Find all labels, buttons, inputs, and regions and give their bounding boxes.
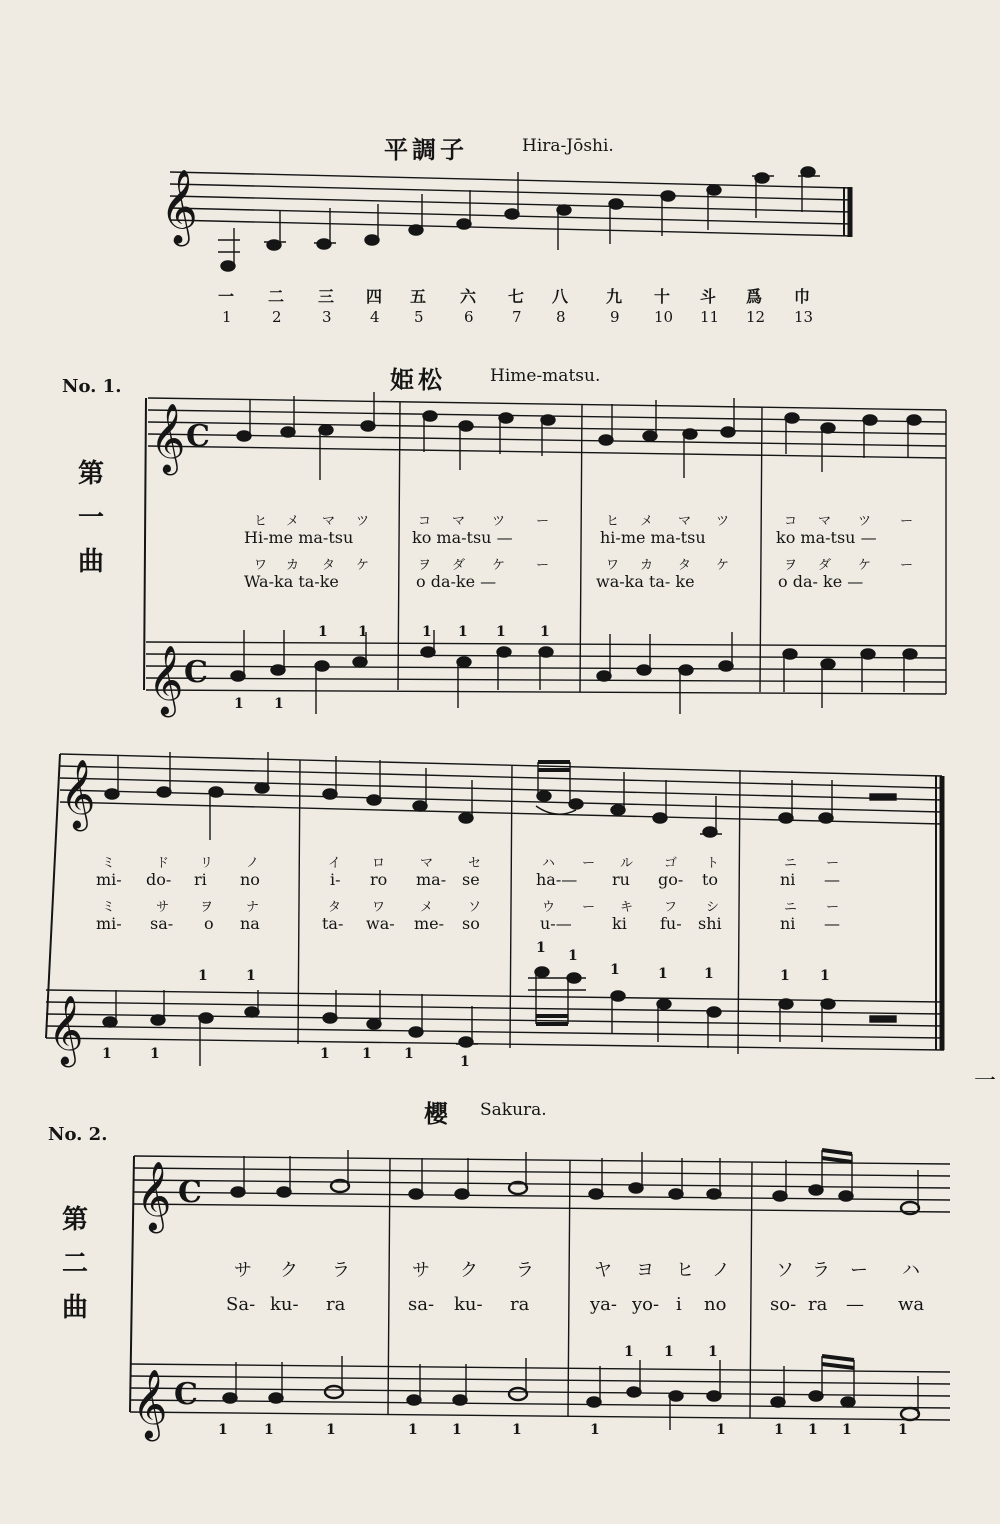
fingering-mark: 1 [780, 968, 790, 984]
fingering-mark: 1 [362, 1046, 372, 1062]
lyric-romaji: u-— [540, 914, 572, 933]
scale-title-jp: 平調子 [384, 135, 468, 164]
fingering-mark: 1 [460, 1054, 470, 1070]
lyric-romaji: Sa- [226, 1294, 256, 1315]
lyric-kana: フ [664, 900, 679, 915]
fingering-mark: 1 [774, 1422, 784, 1438]
degree-number: 10 [654, 308, 674, 326]
treble-clef-icon: 𝄞 [148, 645, 184, 715]
lyric-kana: マ [818, 514, 833, 529]
treble-clef-icon: 𝄞 [132, 1369, 168, 1439]
degree-number: 3 [322, 308, 332, 326]
lyric-kana: セ [468, 856, 483, 871]
lyric-romaji: no [704, 1294, 727, 1315]
degree-kanji: 巾 [794, 287, 811, 306]
fingering-mark: 1 [820, 968, 830, 984]
lyric-romaji: to [702, 870, 719, 889]
lyric-kana: キ [620, 900, 635, 915]
fingering-mark: 1 [704, 966, 714, 982]
lyric-kana: タ [328, 900, 343, 915]
fingering-mark: 1 [408, 1422, 418, 1438]
degree-number: 11 [700, 308, 720, 326]
fingering-mark: 1 [358, 624, 368, 640]
degree-number: 1 [222, 308, 232, 326]
lyric-kana: ケ [492, 558, 507, 573]
lyric-kana: ツ [356, 514, 371, 529]
lyric-kana: ツ [858, 514, 873, 529]
lyric-kana: ダ [818, 558, 833, 573]
fingering-mark: 1 [658, 966, 668, 982]
lyric-romaji: ra [808, 1294, 828, 1315]
fingering-mark: 1 [624, 1344, 634, 1360]
lyric-kana: ミ [102, 856, 117, 871]
piece1-title-jp: 姫松 [390, 365, 446, 394]
piece2-title-jp: 櫻 [424, 1099, 452, 1128]
side-char: 曲 [61, 1293, 88, 1323]
lyric-kana: ヒ [254, 514, 269, 529]
lyric-kana: ワ [606, 558, 621, 573]
common-time-icon: C [178, 1175, 202, 1210]
lyric-kana: ノ [712, 1260, 731, 1281]
fingering-mark: 1 [234, 696, 244, 712]
degree-number: 12 [746, 308, 766, 326]
lyric-kana: ノ [246, 856, 261, 871]
lyric-romaji: sa- [408, 1294, 435, 1315]
page-margin-mark: 一 [974, 1069, 997, 1094]
lyric-kana: ー [850, 1260, 869, 1281]
lyric-romaji: shi [698, 914, 722, 933]
lyric-kana: ソ [776, 1260, 795, 1281]
lyric-kana: ニ [784, 856, 799, 871]
degree-number: 2 [272, 308, 282, 326]
lyric-romaji: no [240, 870, 260, 889]
p1s2-bottom-staff [46, 990, 944, 1050]
lyric-kana: サ [156, 900, 171, 915]
lyric-kana: メ [640, 514, 655, 529]
fingering-mark: 1 [898, 1422, 908, 1438]
lyric-kana: ケ [858, 558, 873, 573]
piece1-number: No. 1. [62, 376, 122, 397]
treble-clef-icon: 𝄞 [60, 759, 96, 829]
lyric-kana: ヒ [676, 1260, 695, 1281]
lyric-romaji: ku- [454, 1294, 483, 1315]
lyric-kana: コ [784, 514, 799, 529]
lyric-romaji: so [462, 914, 480, 933]
degree-kanji: 十 [654, 287, 671, 306]
lyric-kana: ル [620, 856, 635, 871]
fingering-mark: 1 [590, 1422, 600, 1438]
degree-kanji: 爲 [746, 287, 763, 306]
lyric-kana: ウ [542, 900, 557, 915]
p2-top-staff [134, 1156, 950, 1212]
lyric-romaji: ni [780, 870, 796, 889]
fingering-mark: 1 [664, 1344, 674, 1360]
lyric-kana: ゴ [664, 856, 679, 871]
degree-kanji: 一 [218, 287, 235, 306]
p1s2-top-staff [60, 754, 942, 824]
fingering-mark: 1 [264, 1422, 274, 1438]
fingering-mark: 1 [274, 696, 284, 712]
lyric-kana: ロ [372, 856, 387, 871]
lyric-kana: ハ [542, 856, 557, 871]
piece2-title-en: Sakura. [480, 1100, 547, 1120]
fingering-mark: 1 [318, 624, 328, 640]
lyric-romaji: wa-ka ta- ke [596, 572, 695, 591]
fingering-mark: 1 [536, 940, 546, 956]
fingering-mark: 1 [198, 968, 208, 984]
fingering-mark: 1 [452, 1422, 462, 1438]
fingering-mark: 1 [568, 948, 578, 964]
fingering-mark: 1 [708, 1344, 718, 1360]
lyric-kana: リ [200, 856, 215, 871]
lyric-romaji: ri [194, 870, 207, 889]
lyric-romaji: ta- [322, 914, 344, 933]
lyric-kana: ヲ [200, 900, 215, 915]
fingering-mark: 1 [150, 1046, 160, 1062]
lyric-kana: ケ [716, 558, 731, 573]
lyric-romaji: do- [146, 870, 172, 889]
lyric-romaji: — [824, 870, 840, 889]
lyric-kana: ラ [332, 1260, 351, 1281]
lyric-kana: メ [286, 514, 301, 529]
lyric-kana: ケ [356, 558, 371, 573]
lyric-kana: マ [452, 514, 467, 529]
lyric-kana: ワ [372, 900, 387, 915]
fingering-mark: 1 [610, 962, 620, 978]
side-char: 第 [77, 459, 104, 489]
treble-clef-icon: 𝄞 [48, 995, 84, 1065]
lyric-romaji: hi-me ma-tsu [600, 528, 706, 547]
lyric-kana: ド [156, 856, 171, 871]
piece1-title-en: Hime-matsu. [490, 366, 601, 386]
lyric-kana: ニ [784, 900, 799, 915]
lyric-kana: ラ [812, 1260, 831, 1281]
lyric-kana: ー [900, 514, 915, 529]
lyric-kana: ヨ [636, 1260, 655, 1281]
lyric-romaji: ru [612, 870, 630, 889]
degree-kanji: 四 [366, 287, 383, 306]
lyric-kana: マ [322, 514, 337, 529]
fingering-mark: 1 [422, 624, 432, 640]
fingering-mark: 1 [458, 624, 468, 640]
lyric-kana: ミ [102, 900, 117, 915]
lyric-kana: ク [460, 1260, 479, 1281]
lyric-kana: ー [582, 900, 597, 915]
fingering-mark: 1 [496, 624, 506, 640]
fingering-mark: 1 [102, 1046, 112, 1062]
lyric-romaji: i [676, 1294, 682, 1315]
lyric-kana: メ [420, 900, 435, 915]
lyric-romaji: so- [770, 1294, 797, 1315]
degree-kanji: 六 [460, 287, 477, 306]
lyric-romaji: ko ma-tsu — [412, 528, 513, 547]
lyric-kana: タ [678, 558, 693, 573]
fingering-mark: 1 [540, 624, 550, 640]
p1s2-barlines [46, 754, 942, 1054]
side-char: 一 [77, 503, 104, 533]
lyric-romaji: i- [330, 870, 341, 889]
degree-kanji: 斗 [700, 287, 717, 306]
lyric-kana: イ [328, 856, 343, 871]
scale-notes [218, 167, 820, 271]
lyric-kana: ラ [516, 1260, 535, 1281]
lyric-kana: ツ [716, 514, 731, 529]
lyric-romaji: sa- [150, 914, 174, 933]
common-time-icon: C [186, 419, 210, 454]
fingering-mark: 1 [716, 1422, 726, 1438]
lyric-romaji: ra [510, 1294, 530, 1315]
lyric-romaji: na [240, 914, 260, 933]
lyric-romaji: wa- [366, 914, 395, 933]
lyric-kana: マ [678, 514, 693, 529]
lyric-romaji: ya- [590, 1294, 617, 1315]
degree-kanji: 八 [552, 287, 569, 306]
side-char: 曲 [77, 547, 104, 577]
lyric-kana: マ [420, 856, 435, 871]
degree-number: 7 [512, 308, 522, 326]
common-time-icon: C [184, 655, 208, 690]
lyric-romaji: o [204, 914, 214, 933]
p2-top-notes [231, 1150, 919, 1214]
p1s1-top-notes [237, 392, 921, 480]
lyric-romaji: Wa-ka ta-ke [244, 572, 339, 591]
scale-title-en: Hira-Jōshi. [522, 136, 614, 156]
fingering-mark: 1 [404, 1046, 414, 1062]
lyric-kana: ヲ [418, 558, 433, 573]
degree-kanji: 三 [318, 287, 335, 306]
lyric-kana: ヒ [606, 514, 621, 529]
lyric-romaji: mi- [96, 870, 122, 889]
lyric-kana: ダ [452, 558, 467, 573]
lyric-kana: ヤ [594, 1260, 613, 1281]
degree-number: 9 [610, 308, 620, 326]
degree-kanji: 九 [606, 287, 623, 306]
lyric-kana: シ [706, 900, 721, 915]
lyric-romaji: — [824, 914, 840, 933]
fingering-mark: 1 [320, 1046, 330, 1062]
degree-kanji: 五 [410, 287, 427, 306]
fingering-mark: 1 [218, 1422, 228, 1438]
degree-number: 8 [556, 308, 566, 326]
lyric-kana: ク [280, 1260, 299, 1281]
lyric-kana: ー [900, 558, 915, 573]
lyric-kana: ト [706, 856, 721, 871]
lyric-kana: カ [286, 558, 301, 573]
lyric-romaji: ni [780, 914, 796, 933]
fingering-mark: 1 [512, 1422, 522, 1438]
lyric-romaji: go- [658, 870, 684, 889]
degree-kanji: 七 [508, 287, 525, 306]
lyric-kana: サ [412, 1260, 431, 1281]
lyric-romaji: me- [414, 914, 445, 933]
lyric-romaji: fu- [660, 914, 682, 933]
lyric-romaji: ro [370, 870, 388, 889]
lyric-kana: ー [826, 900, 841, 915]
fingering-mark: 1 [326, 1422, 336, 1438]
lyric-kana: カ [640, 558, 655, 573]
lyric-kana: ハ [902, 1260, 921, 1281]
treble-clef-icon: 𝄞 [136, 1161, 172, 1231]
lyric-romaji: o da- ke — [778, 572, 864, 591]
fingering-mark: 1 [246, 968, 256, 984]
lyric-romaji: ko ma-tsu — [776, 528, 877, 547]
lyric-romaji: ha-— [536, 870, 578, 889]
lyric-kana: タ [322, 558, 337, 573]
degree-number: 4 [370, 308, 380, 326]
lyric-kana: コ [418, 514, 433, 529]
fingering-mark: 1 [808, 1422, 818, 1438]
lyric-kana: ソ [468, 900, 483, 915]
lyric-kana: ワ [254, 558, 269, 573]
lyric-romaji: yo- [632, 1294, 660, 1315]
lyric-kana: ー [536, 514, 551, 529]
degree-kanji: 二 [268, 287, 285, 306]
lyric-romaji: Hi-me ma-tsu [244, 528, 354, 547]
lyric-kana: ー [536, 558, 551, 573]
lyric-romaji: mi- [96, 914, 122, 933]
side-char: 第 [61, 1205, 88, 1235]
lyric-kana: サ [234, 1260, 253, 1281]
lyric-romaji: ma- [416, 870, 447, 889]
lyric-kana: ナ [246, 900, 261, 915]
lyric-romaji: o da-ke — [416, 572, 497, 591]
treble-clef-icon: 𝄞 [160, 170, 198, 244]
lyric-kana: ヲ [784, 558, 799, 573]
degree-number: 6 [464, 308, 474, 326]
lyric-romaji: se [462, 870, 480, 889]
degree-number: 5 [414, 308, 424, 326]
treble-clef-icon: 𝄞 [150, 403, 186, 473]
lyric-romaji: ra [326, 1294, 346, 1315]
degree-number: 13 [794, 308, 814, 326]
side-char: 二 [61, 1249, 88, 1279]
common-time-icon: C [174, 1377, 198, 1412]
lyric-kana: ー [826, 856, 841, 871]
fingering-mark: 1 [842, 1422, 852, 1438]
lyric-romaji: — [846, 1294, 864, 1315]
lyric-kana: ー [582, 856, 597, 871]
lyric-romaji: ku- [270, 1294, 299, 1315]
p2-bottom-staff [130, 1364, 950, 1420]
scale-staff [170, 172, 852, 237]
lyric-romaji: ki [612, 914, 627, 933]
piece2-number: No. 2. [48, 1124, 108, 1145]
lyric-romaji: wa [898, 1294, 925, 1315]
lyric-kana: ツ [492, 514, 507, 529]
